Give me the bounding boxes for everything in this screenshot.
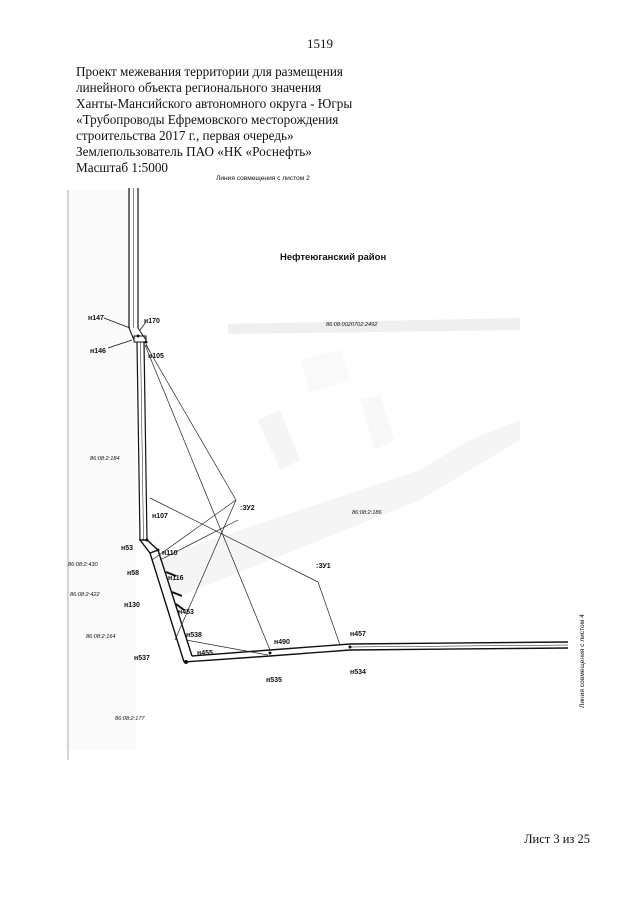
point-label: н58 xyxy=(127,570,140,577)
page-number: 1519 xyxy=(307,36,333,51)
point-label: н130 xyxy=(124,602,140,609)
point-label: н107 xyxy=(152,513,168,520)
cadastral-label: 86:08:2:186 xyxy=(352,510,382,516)
sheet-counter: Лист 3 из 25 xyxy=(524,832,590,846)
title-line: Землепользователь ПАО «НК «Роснефть» xyxy=(76,144,312,159)
cadastral-label: 86:08:2:422 xyxy=(70,592,100,598)
point-label: н535 xyxy=(266,677,282,684)
title-line: строительства 2017 г., первая очередь» xyxy=(76,128,294,143)
point-label: н53 xyxy=(121,545,134,552)
point-label: н146 xyxy=(90,348,106,355)
zone-label: :ЗУ1 xyxy=(316,563,331,570)
map-background-texture xyxy=(66,190,520,750)
cadastral-label: 86:08:2:164 xyxy=(86,634,116,640)
match-line-right-label: Линия совмещения с листом 4 xyxy=(579,614,586,708)
match-line-top-label: Линия совмещения с листом 2 xyxy=(216,175,310,182)
title-line: Проект межевания территории для размещения xyxy=(76,64,343,79)
title-line: «Трубопроводы Ефремовского месторождения xyxy=(76,112,339,127)
point-label: н455 xyxy=(197,650,213,657)
point-label: н457 xyxy=(350,631,366,638)
zone-label: :ЗУ2 xyxy=(240,505,255,512)
point-label: н534 xyxy=(350,669,366,676)
cadastral-label: 86:08:2:184 xyxy=(90,456,120,462)
cadastral-label: 86:08:2:177 xyxy=(115,716,145,722)
title-line: Ханты-Мансийского автономного округа - Югры xyxy=(76,96,353,111)
district-label: Нефтеюганский район xyxy=(280,252,387,263)
point-label: н147 xyxy=(88,315,104,322)
cadastral-label: 86:08:0020702:2492 xyxy=(326,322,378,328)
point-label: н116 xyxy=(168,575,184,582)
scale-line: Масштаб 1:5000 xyxy=(76,160,169,175)
point-label: н170 xyxy=(144,318,160,325)
point-label: н110 xyxy=(162,550,178,557)
cadastral-label: 86:08:2:430 xyxy=(68,562,98,568)
point-label: н453 xyxy=(178,609,194,616)
point-label: н105 xyxy=(148,353,164,360)
title-line: линейного объекта регионального значения xyxy=(76,80,322,95)
point-label: н490 xyxy=(274,639,290,646)
point-label: н538 xyxy=(186,632,202,639)
point-label: н537 xyxy=(134,655,150,662)
